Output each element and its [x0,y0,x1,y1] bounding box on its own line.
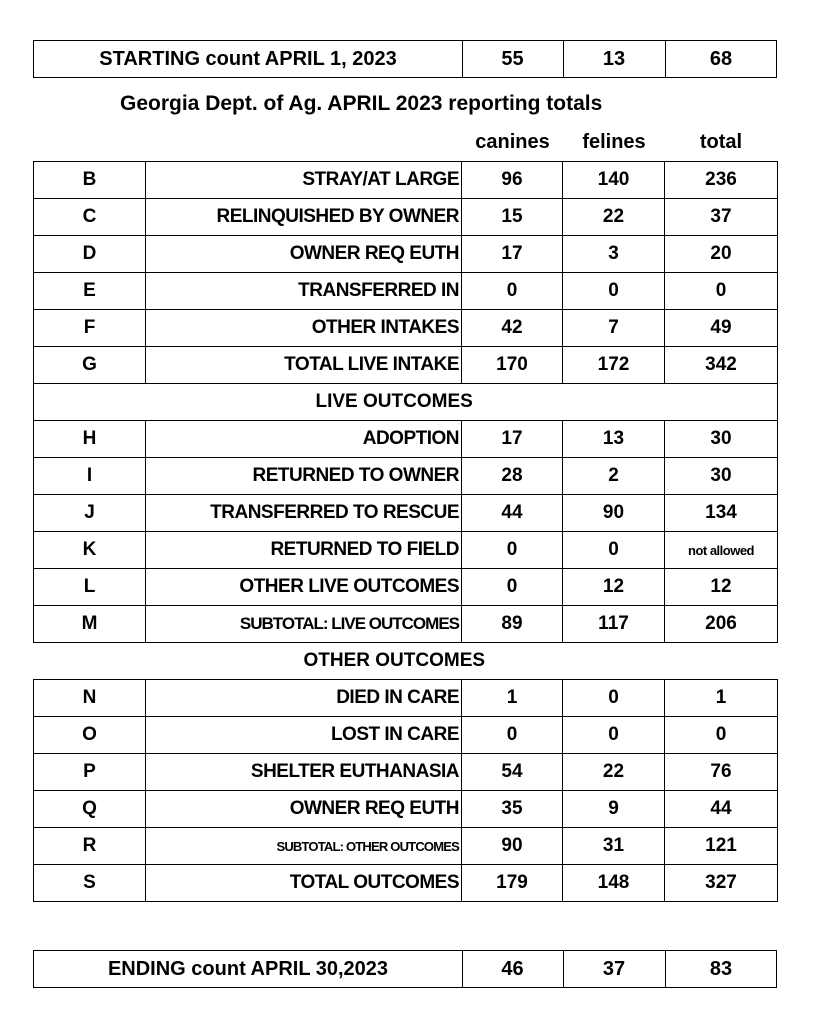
row-felines: 31 [563,828,665,865]
row-code: M [34,606,146,643]
row-total: 121 [665,828,778,865]
row-label: TOTAL OUTCOMES [146,865,462,902]
row-total: 0 [665,273,778,310]
live-outcomes-heading: LIVE OUTCOMES [315,391,473,412]
row-felines: 140 [563,162,665,199]
row-label: OTHER INTAKES [146,310,462,347]
row-code: E [34,273,146,310]
row-label: OWNER REQ EUTH [146,236,462,273]
starting-count-label: STARTING count APRIL 1, 2023 [99,47,397,70]
starting-count-row [33,40,777,78]
row-label: OTHER LIVE OUTCOMES [146,569,462,606]
other-outcomes-heading: OTHER OUTCOMES [303,650,486,671]
row-canines: 0 [462,569,563,606]
table-row [34,495,778,532]
row-canines: 15 [462,199,563,236]
row-code: N [34,680,146,717]
ending-count-total: 83 [709,957,733,980]
row-code: R [34,828,146,865]
row-code: I [34,458,146,495]
row-canines: 35 [462,791,563,828]
row-total: 20 [665,236,778,273]
table-row [34,754,778,791]
row-felines: 117 [563,606,665,643]
row-code: S [34,865,146,902]
row-label: RETURNED TO OWNER [146,458,462,495]
row-canines: 0 [462,532,563,569]
row-code: F [34,310,146,347]
row-code: L [34,569,146,606]
row-total: 12 [665,569,778,606]
row-total: 0 [665,717,778,754]
row-code: K [34,532,146,569]
row-canines: 0 [462,273,563,310]
row-code: J [34,495,146,532]
row-label: TRANSFERRED IN [146,273,462,310]
live-outcomes-heading-row [34,384,778,421]
report-title: Georgia Dept. of Ag. APRIL 2023 reporting totals [120,92,603,115]
starting-count-canines: 55 [501,47,524,70]
column-header-total: total [699,131,743,153]
table-row [34,273,778,310]
row-total: 30 [665,458,778,495]
row-canines: 179 [462,865,563,902]
table-row [34,236,778,273]
table-row [34,199,778,236]
table-row [34,828,778,865]
row-label: ADOPTION [146,421,462,458]
table-row [34,310,778,347]
table-row [34,606,778,643]
table-row [34,532,778,569]
table-row [34,791,778,828]
row-code: H [34,421,146,458]
row-felines: 148 [563,865,665,902]
row-felines: 0 [563,680,665,717]
row-label: TOTAL LIVE INTAKE [146,347,462,384]
row-label: SUBTOTAL: OTHER OUTCOMES [146,828,462,865]
row-felines: 3 [563,236,665,273]
row-felines: 12 [563,569,665,606]
row-canines: 17 [462,421,563,458]
row-code: D [34,236,146,273]
column-header-felines: felines [582,131,646,153]
row-felines: 2 [563,458,665,495]
row-felines: 22 [563,199,665,236]
row-label: STRAY/AT LARGE [146,162,462,199]
row-total: 342 [665,347,778,384]
table-row [34,569,778,606]
row-code: C [34,199,146,236]
ending-count-label: ENDING count APRIL 30,2023 [107,957,389,980]
row-code: B [34,162,146,199]
row-label: LOST IN CARE [146,717,462,754]
row-total: 236 [665,162,778,199]
starting-count-felines: 13 [602,47,626,70]
row-canines: 170 [462,347,563,384]
reporting-table [33,161,778,902]
column-header-canines: canines [475,131,550,153]
table-row [34,717,778,754]
ending-count-row [33,950,777,988]
row-canines: 54 [462,754,563,791]
row-label: RELINQUISHED BY OWNER [146,199,462,236]
row-total: 206 [665,606,778,643]
row-felines: 90 [563,495,665,532]
row-felines: 22 [563,754,665,791]
ending-count-felines: 37 [602,957,626,980]
row-total: 1 [665,680,778,717]
row-code: Q [34,791,146,828]
row-felines: 0 [563,273,665,310]
row-canines: 90 [462,828,563,865]
row-canines: 96 [462,162,563,199]
row-label: RETURNED TO FIELD [146,532,462,569]
row-canines: 42 [462,310,563,347]
row-felines: 172 [563,347,665,384]
row-canines: 1 [462,680,563,717]
row-code: P [34,754,146,791]
row-label: SHELTER EUTHANASIA [146,754,462,791]
row-total: 76 [665,754,778,791]
row-total: 134 [665,495,778,532]
row-total: 44 [665,791,778,828]
row-code: G [34,347,146,384]
row-total: not allowed [665,532,778,569]
other-outcomes-heading-row [34,643,778,680]
row-felines: 13 [563,421,665,458]
row-felines: 7 [563,310,665,347]
table-row [34,347,778,384]
table-row [34,458,778,495]
row-canines: 17 [462,236,563,273]
row-label: OWNER REQ EUTH [146,791,462,828]
table-row [34,162,778,199]
row-felines: 9 [563,791,665,828]
row-total: 49 [665,310,778,347]
row-label: SUBTOTAL: LIVE OUTCOMES [146,606,462,643]
row-label: DIED IN CARE [146,680,462,717]
row-canines: 89 [462,606,563,643]
row-total: 30 [665,421,778,458]
row-felines: 0 [563,532,665,569]
row-canines: 28 [462,458,563,495]
row-canines: 0 [462,717,563,754]
ending-count-canines: 46 [501,957,524,980]
row-canines: 44 [462,495,563,532]
table-row [34,421,778,458]
row-code: O [34,717,146,754]
row-label: TRANSFERRED TO RESCUE [146,495,462,532]
table-row [34,680,778,717]
starting-count-total: 68 [709,47,733,70]
table-row [34,865,778,902]
row-total: 327 [665,865,778,902]
row-total: 37 [665,199,778,236]
row-felines: 0 [563,717,665,754]
